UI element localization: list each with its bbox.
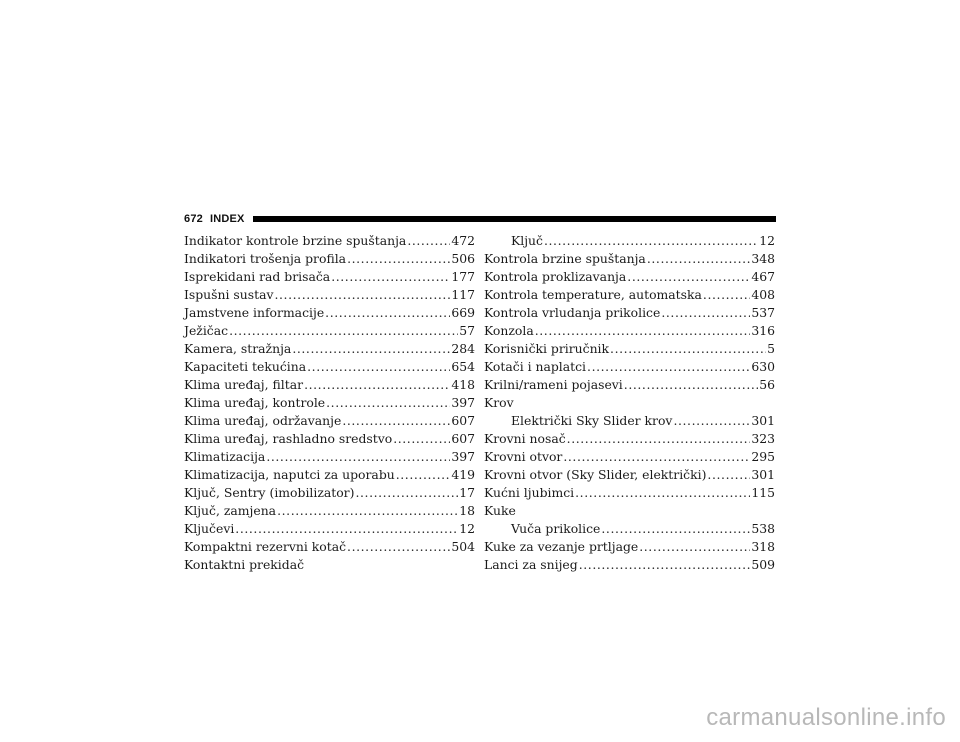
dot-leader: [579, 556, 751, 574]
dot-leader: [673, 412, 750, 430]
entry-page: 408: [751, 287, 775, 302]
entry-text: Kontrola proklizavanja: [484, 269, 627, 284]
section-title: INDEX: [209, 213, 245, 225]
entry-text: Klima uređaj, rashladno sredstvo: [184, 431, 393, 446]
dot-leader: [703, 286, 750, 304]
index-entry: [184, 538, 475, 556]
dot-leader: [639, 538, 750, 556]
entry-text: Ključ, zamjena: [184, 503, 277, 518]
entry-page: 318: [751, 539, 775, 554]
dot-leader: [307, 358, 450, 376]
dot-leader: [292, 340, 450, 358]
dot-leader: [331, 268, 450, 286]
entry-page: 295: [751, 449, 775, 464]
entry-page: 630: [751, 359, 775, 374]
page-number: 672: [184, 213, 203, 225]
entry-text: Kamera, stražnja: [184, 341, 292, 356]
dot-leader: [707, 466, 750, 484]
entry-page: 177: [451, 269, 475, 284]
index-entry: [484, 268, 775, 286]
index-heading: [484, 394, 775, 412]
entry-page: 12: [759, 233, 775, 248]
entry-text: Kuke: [484, 503, 516, 518]
index-entry: [484, 358, 775, 376]
dot-leader: [661, 304, 750, 322]
entry-text: Ključ, Sentry (imobilizator): [184, 485, 355, 500]
index-entry: [184, 430, 475, 448]
dot-leader: [396, 466, 451, 484]
entry-text: Klima uređaj, kontrole: [184, 395, 326, 410]
dot-leader: [624, 376, 758, 394]
dot-leader: [587, 358, 750, 376]
index-heading: [184, 556, 475, 574]
dot-leader: [274, 286, 450, 304]
entry-page: 284: [451, 341, 475, 356]
index-column-left: [184, 232, 475, 574]
entry-text: Indikatori trošenja profila: [184, 251, 347, 266]
entry-text: Kontaktni prekidač: [184, 557, 305, 572]
index-entry: [184, 250, 475, 268]
dot-leader: [407, 232, 450, 250]
index-entry: [184, 466, 475, 484]
index-entry: [484, 466, 775, 484]
entry-page: 538: [751, 521, 775, 536]
index-subentry: [484, 520, 775, 538]
entry-text: Kapaciteti tekućina: [184, 359, 307, 374]
entry-text: Krovni nosač: [484, 431, 566, 446]
entry-text: Ispušni sustav: [184, 287, 274, 302]
entry-text: Krilni/rameni pojasevi: [484, 377, 623, 392]
index-entry: [184, 448, 475, 466]
entry-text: Lanci za snijeg: [484, 557, 578, 572]
entry-page: 115: [751, 485, 775, 500]
entry-text: Isprekidani rad brisača: [184, 269, 331, 284]
entry-page: 504: [451, 539, 475, 554]
index-entry: [484, 286, 775, 304]
entry-page: 607: [451, 431, 475, 446]
entry-page: 12: [459, 521, 475, 536]
entry-page: 397: [451, 395, 475, 410]
dot-leader: [563, 448, 750, 466]
entry-text: Ključevi: [184, 521, 235, 536]
dot-leader: [235, 520, 458, 538]
entry-page: 472: [451, 233, 475, 248]
index-entry: [484, 448, 775, 466]
index-entry: [484, 304, 775, 322]
entry-text: Ključ: [511, 233, 543, 248]
index-entry: [484, 250, 775, 268]
dot-leader: [393, 430, 450, 448]
entry-page: 506: [451, 251, 475, 266]
dot-leader: [277, 502, 458, 520]
entry-page: 607: [451, 413, 475, 428]
entry-page: 57: [459, 323, 475, 338]
entry-page: 323: [751, 431, 775, 446]
dot-leader: [601, 520, 750, 538]
index-entry: [484, 538, 775, 556]
entry-text: Krovni otvor (Sky Slider, električki): [484, 467, 707, 482]
index-entry: [484, 322, 775, 340]
entry-page: 669: [451, 305, 475, 320]
dot-leader: [610, 340, 766, 358]
dot-leader: [229, 322, 458, 340]
index-entry: [184, 502, 475, 520]
entry-page: 654: [451, 359, 475, 374]
dot-leader: [544, 232, 758, 250]
entry-text: Kuke za vezanje prtljage: [484, 539, 639, 554]
index-entry: [484, 430, 775, 448]
entry-page: 418: [451, 377, 475, 392]
entry-text: Kotači i naplatci: [484, 359, 587, 374]
dot-leader: [647, 250, 751, 268]
index-subentry: [484, 412, 775, 430]
dot-leader: [347, 538, 450, 556]
index-entry: [184, 484, 475, 502]
entry-page: 509: [751, 557, 775, 572]
entry-page: 419: [451, 467, 475, 482]
dot-leader: [342, 412, 450, 430]
entry-text: Indikator kontrole brzine spuštanja: [184, 233, 407, 248]
entry-page: 348: [751, 251, 775, 266]
index-entry: [484, 376, 775, 394]
entry-text: Klima uređaj, filtar: [184, 377, 304, 392]
entry-text: Klima uređaj, održavanje: [184, 413, 342, 428]
entry-page: 467: [751, 269, 775, 284]
entry-page: 117: [451, 287, 475, 302]
index-entry: [184, 304, 475, 322]
entry-text: Električki Sky Slider krov: [511, 413, 673, 428]
index-entry: [184, 412, 475, 430]
index-entry: [184, 286, 475, 304]
dot-leader: [347, 250, 450, 268]
entry-page: 316: [751, 323, 775, 338]
entry-text: Korisnički priručnik: [484, 341, 610, 356]
index-entry: [484, 484, 775, 502]
entry-text: Ježičac: [184, 323, 229, 338]
entry-page: 301: [751, 413, 775, 428]
index-entry: [184, 268, 475, 286]
header-rule: [253, 216, 776, 222]
entry-page: 301: [751, 467, 775, 482]
entry-page: 5: [767, 341, 775, 356]
dot-leader: [355, 484, 458, 502]
watermark-link[interactable]: carmanualsonline.info: [706, 704, 946, 731]
entry-page: 56: [759, 377, 775, 392]
index-entry: [484, 340, 775, 358]
entry-text: Vuča prikolice: [511, 521, 601, 536]
index-entry: [184, 232, 475, 250]
entry-text: Kontrola temperature, automatska: [484, 287, 702, 302]
dot-leader: [266, 448, 450, 466]
dot-leader: [575, 484, 750, 502]
entry-text: Konzola: [484, 323, 534, 338]
entry-text: Klimatizacija, naputci za uporabu: [184, 467, 395, 482]
dot-leader: [325, 304, 450, 322]
index-entry: [184, 322, 475, 340]
entry-text: Kontrola vrludanja prikolice: [484, 305, 661, 320]
dot-leader: [326, 394, 450, 412]
index-subentry: [484, 232, 775, 250]
entry-page: 397: [451, 449, 475, 464]
entry-text: Jamstvene informacije: [184, 305, 325, 320]
index-heading: [484, 502, 775, 520]
index-entry: [184, 376, 475, 394]
entry-text: Klimatizacija: [184, 449, 266, 464]
entry-text: Kontrola brzine spuštanja: [484, 251, 646, 266]
dot-leader: [304, 376, 450, 394]
index-entry: [484, 556, 775, 574]
entry-text: Krovni otvor: [484, 449, 563, 464]
index-entry: [184, 520, 475, 538]
page-header: [184, 212, 776, 226]
entry-page: 17: [459, 485, 475, 500]
entry-text: Krov: [484, 395, 514, 410]
index-column-right: [484, 232, 775, 574]
dot-leader: [627, 268, 750, 286]
dot-leader: [567, 430, 751, 448]
index-entry: [184, 394, 475, 412]
dot-leader: [535, 322, 751, 340]
entry-text: Kućni ljubimci: [484, 485, 575, 500]
index-entry: [184, 340, 475, 358]
entry-page: 537: [751, 305, 775, 320]
entry-page: 18: [459, 503, 475, 518]
entry-text: Kompaktni rezervni kotač: [184, 539, 347, 554]
index-entry: [184, 358, 475, 376]
